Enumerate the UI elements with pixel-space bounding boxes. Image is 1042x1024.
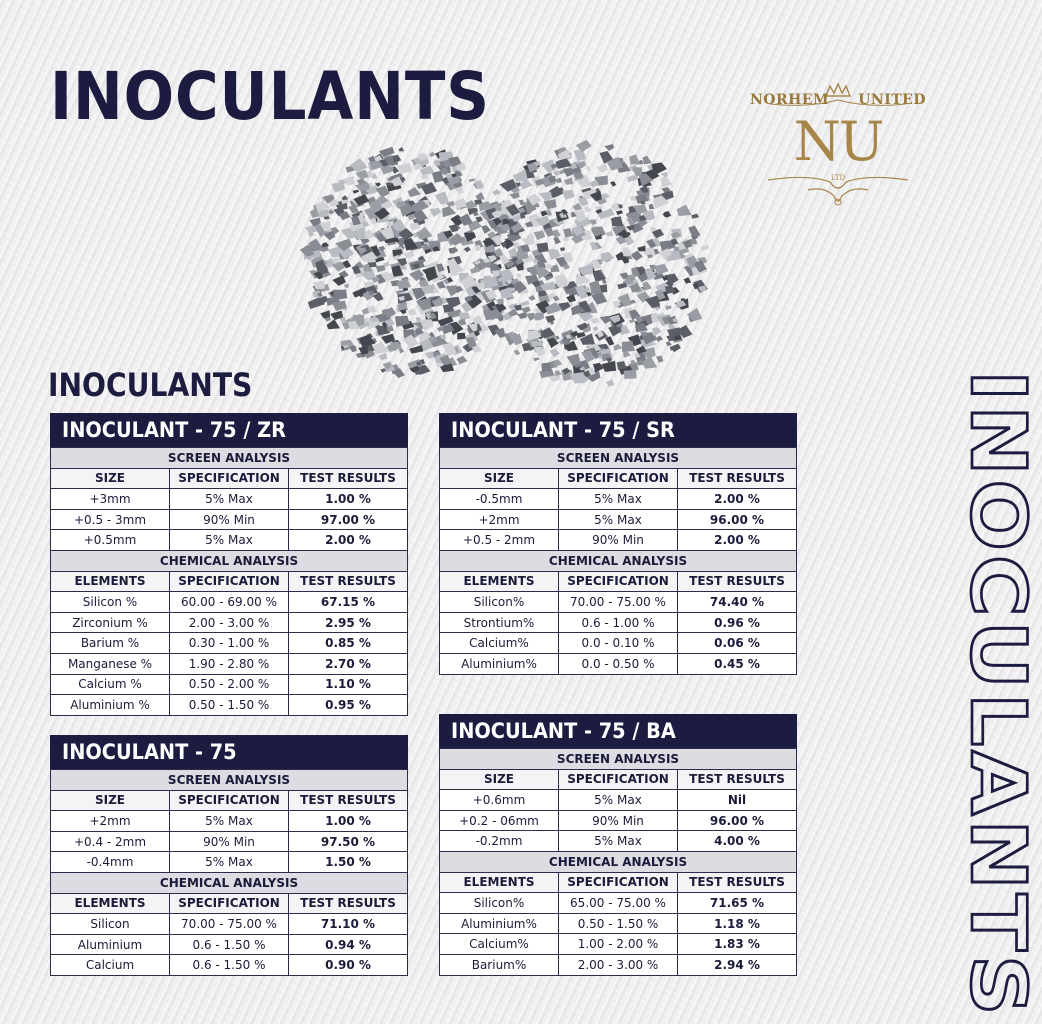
table-cell: 1.00 %: [289, 811, 408, 832]
chem-row: [51, 612, 408, 633]
column-header: SIZE: [51, 790, 170, 811]
chem-row: [440, 934, 797, 955]
column-header: ELEMENTS: [440, 872, 559, 893]
gravel-pebble: [604, 144, 614, 151]
table-cell: 0.50 - 1.50 %: [170, 695, 289, 716]
gravel-pebble: [617, 361, 627, 370]
gravel-pebble: [553, 170, 560, 176]
chemical-analysis-heading-row: [440, 550, 797, 571]
table-cell: 0.50 - 1.50 %: [559, 913, 678, 934]
table-cell: 65.00 - 75.00 %: [559, 893, 678, 914]
analysis-table: [439, 748, 797, 976]
column-header: SPECIFICATION: [170, 790, 289, 811]
table-cell: 2.00 %: [678, 530, 797, 551]
screen-row: [51, 509, 408, 530]
gravel-pebble: [359, 335, 376, 348]
screen-row: [51, 811, 408, 832]
screen-header-row: [440, 468, 797, 489]
table-cell: 5% Max: [559, 831, 678, 852]
gravel-pebble: [528, 295, 535, 301]
gravel-pebble: [637, 246, 645, 252]
table-cell: 0.0 - 0.10 %: [559, 633, 678, 654]
column-header: SIZE: [440, 769, 559, 790]
section-title: INOCULANTS: [48, 366, 253, 404]
gravel-pebble: [469, 178, 476, 182]
gravel-pebble: [691, 214, 699, 219]
table-cell: 70.00 - 75.00 %: [170, 914, 289, 935]
table-cell: 90% Min: [170, 509, 289, 530]
table-cell: 70.00 - 75.00 %: [559, 592, 678, 613]
gravel-pebble: [343, 176, 355, 186]
table-cell: 5% Max: [170, 530, 289, 551]
chem-row: [51, 674, 408, 695]
column-header: TEST RESULTS: [289, 468, 408, 489]
chemical-analysis-label: CHEMICAL ANALYSIS: [440, 550, 797, 571]
gravel-pebble: [700, 245, 709, 251]
column-header: SPECIFICATION: [170, 571, 289, 592]
table-cell: Aluminium %: [51, 695, 170, 716]
screen-analysis-label: SCREEN ANALYSIS: [51, 448, 408, 469]
screen-analysis-heading-row: [51, 770, 408, 791]
screen-row: [440, 810, 797, 831]
chemical-analysis-label: CHEMICAL ANALYSIS: [440, 851, 797, 872]
screen-row: [440, 831, 797, 852]
chem-row: [51, 934, 408, 955]
chem-row: [51, 633, 408, 654]
chem-row: [440, 913, 797, 934]
gravel-pebble: [457, 356, 468, 365]
screen-row: [440, 509, 797, 530]
table-cell: Silicon%: [440, 592, 559, 613]
column-header: TEST RESULTS: [678, 769, 797, 790]
screen-row: [51, 852, 408, 873]
column-header: ELEMENTS: [440, 571, 559, 592]
table-cell: Silicon%: [440, 893, 559, 914]
column-header: SPECIFICATION: [170, 893, 289, 914]
chem-row: [440, 653, 797, 674]
gravel-pebble: [661, 172, 668, 178]
screen-analysis-heading-row: [440, 749, 797, 770]
gravel-pebble: [652, 327, 662, 336]
gravel-pebble: [630, 251, 643, 261]
panel-title: INOCULANT - 75 / BA: [439, 714, 797, 748]
table-cell: Strontium%: [440, 612, 559, 633]
gravel-pebble: [563, 237, 569, 242]
gravel-pebble: [368, 156, 376, 162]
table-cell: +0.6mm: [440, 790, 559, 811]
gravel-pebble: [342, 195, 349, 200]
screen-row: [440, 530, 797, 551]
column-header: SIZE: [440, 468, 559, 489]
table-cell: Silicon: [51, 914, 170, 935]
gravel-pebble: [513, 170, 528, 182]
gravel-pebble: [611, 216, 623, 226]
gravel-pebble: [566, 294, 576, 302]
gravel-pebble: [440, 334, 446, 339]
gravel-pebble: [397, 278, 412, 289]
gravel-pebble: [399, 147, 405, 151]
gravel-pebble: [493, 189, 501, 195]
chem-header-row: [51, 571, 408, 592]
panel-title: INOCULANT - 75 / SR: [439, 413, 797, 447]
gravel-pebble: [383, 362, 391, 369]
panel-inoculant-75-zr: [50, 413, 408, 716]
gravel-pebble: [378, 353, 387, 360]
table-cell: 2.00 %: [678, 489, 797, 510]
gravel-pebble: [353, 190, 360, 194]
chemical-analysis-heading-row: [51, 550, 408, 571]
gravel-pebble: [592, 327, 598, 332]
screen-analysis-heading-row: [440, 448, 797, 469]
table-cell: 5% Max: [170, 489, 289, 510]
chem-row: [51, 653, 408, 674]
gravel-pebble: [649, 204, 655, 210]
logo-left-word: NORHEM: [750, 92, 830, 108]
chemical-analysis-heading-row: [440, 851, 797, 872]
table-cell: 71.65 %: [678, 893, 797, 914]
analysis-table: [439, 447, 797, 675]
table-cell: 0.90 %: [289, 955, 408, 976]
chemical-analysis-label: CHEMICAL ANALYSIS: [51, 550, 408, 571]
gravel-pebble: [624, 370, 637, 379]
table-cell: 71.10 %: [289, 914, 408, 935]
analysis-table: [50, 769, 408, 976]
chem-row: [51, 955, 408, 976]
gravel-pebble: [688, 226, 700, 238]
gravel-pebble: [662, 276, 668, 281]
column-header: TEST RESULTS: [289, 893, 408, 914]
gravel-pebble: [496, 299, 504, 305]
chem-row: [440, 592, 797, 613]
column-header: SPECIFICATION: [170, 468, 289, 489]
table-cell: Barium %: [51, 633, 170, 654]
gravel-pebble: [555, 178, 562, 184]
column-header: TEST RESULTS: [289, 571, 408, 592]
screen-row: [51, 831, 408, 852]
table-cell: 96.00 %: [678, 509, 797, 530]
screen-analysis-label: SCREEN ANALYSIS: [440, 448, 797, 469]
column-header: TEST RESULTS: [678, 872, 797, 893]
screen-header-row: [51, 468, 408, 489]
table-cell: Barium%: [440, 954, 559, 975]
table-cell: 67.15 %: [289, 592, 408, 613]
table-cell: 0.85 %: [289, 633, 408, 654]
table-cell: Zirconium %: [51, 612, 170, 633]
table-cell: Nil: [678, 790, 797, 811]
gravel-pebble: [606, 380, 615, 387]
gravel-pebble: [514, 349, 521, 355]
gravel-pebble: [464, 247, 471, 253]
table-cell: -0.2mm: [440, 831, 559, 852]
table-cell: 5% Max: [170, 811, 289, 832]
chemical-analysis-heading-row: [51, 872, 408, 893]
gravel-pebble: [429, 152, 436, 157]
gravel-pebble: [320, 310, 330, 318]
chem-header-row: [440, 872, 797, 893]
gravel-pebble: [376, 265, 386, 272]
column-header: SPECIFICATION: [559, 872, 678, 893]
table-cell: +0.2 - 06mm: [440, 810, 559, 831]
table-cell: +3mm: [51, 489, 170, 510]
gravel-pebble: [333, 290, 347, 300]
table-cell: 2.00 - 3.00 %: [170, 612, 289, 633]
table-cell: 0.45 %: [678, 653, 797, 674]
table-cell: 2.00 %: [289, 530, 408, 551]
gravel-pebble: [666, 306, 672, 310]
column-header: SIZE: [51, 468, 170, 489]
gravel-pebble: [610, 181, 616, 187]
column-header: SPECIFICATION: [559, 769, 678, 790]
table-cell: 1.00 - 2.00 %: [559, 934, 678, 955]
table-cell: 1.50 %: [289, 852, 408, 873]
gravel-pebble: [660, 177, 672, 188]
table-cell: 1.10 %: [289, 674, 408, 695]
table-cell: -0.5mm: [440, 489, 559, 510]
gravel-pebble: [601, 193, 610, 200]
screen-analysis-heading-row: [51, 448, 408, 469]
gravel-pebble: [613, 344, 622, 351]
chem-row: [51, 695, 408, 716]
gravel-pebble: [622, 341, 635, 352]
gravel-pebble: [623, 351, 631, 358]
gravel-pebble: [421, 175, 428, 180]
gravel-pebble: [656, 356, 663, 363]
table-cell: 90% Min: [170, 831, 289, 852]
table-cell: 0.30 - 1.00 %: [170, 633, 289, 654]
screen-analysis-label: SCREEN ANALYSIS: [51, 770, 408, 791]
table-cell: 0.0 - 0.50 %: [559, 653, 678, 674]
gravel-pebble: [555, 370, 562, 376]
gravel-pebble: [534, 231, 546, 241]
gravel-pebble: [537, 243, 549, 253]
table-cell: 2.00 - 3.00 %: [559, 954, 678, 975]
column-header: ELEMENTS: [51, 893, 170, 914]
chem-header-row: [440, 571, 797, 592]
analysis-table: [50, 447, 408, 716]
gravel-pebble: [399, 349, 404, 354]
gravel-pebble: [623, 247, 633, 256]
column-header: TEST RESULTS: [678, 571, 797, 592]
table-cell: Calcium %: [51, 674, 170, 695]
table-cell: +0.4 - 2mm: [51, 831, 170, 852]
screen-row: [440, 790, 797, 811]
chem-header-row: [51, 893, 408, 914]
logo-ltd: LTD: [830, 174, 846, 182]
column-header: TEST RESULTS: [678, 468, 797, 489]
table-cell: 2.95 %: [289, 612, 408, 633]
column-header: SPECIFICATION: [559, 468, 678, 489]
table-cell: 2.94 %: [678, 954, 797, 975]
gravel-pebble: [606, 231, 613, 236]
chem-row: [51, 592, 408, 613]
gravel-pebble: [562, 190, 575, 200]
gravel-pebble: [643, 156, 652, 165]
table-cell: 0.50 - 2.00 %: [170, 674, 289, 695]
gravel-pebble: [550, 349, 560, 358]
chem-row: [440, 633, 797, 654]
table-cell: 90% Min: [559, 810, 678, 831]
table-cell: Aluminium%: [440, 913, 559, 934]
table-cell: 0.96 %: [678, 612, 797, 633]
table-cell: 4.00 %: [678, 831, 797, 852]
chem-row: [440, 954, 797, 975]
side-vertical-title: INOCULANTS: [953, 370, 1042, 1020]
gravel-pebble: [629, 154, 640, 164]
gravel-pebble: [397, 163, 412, 174]
logo-monogram: NU: [793, 110, 883, 173]
gravel-pebble: [666, 341, 672, 346]
gravel-pebble: [416, 227, 433, 240]
logo-right-word: UNITED: [858, 92, 926, 108]
column-header: SPECIFICATION: [559, 571, 678, 592]
gravel-pebble: [430, 208, 442, 217]
gravel-pebble: [533, 357, 539, 361]
gravel-pebble: [687, 308, 702, 321]
gravel-pebble: [586, 166, 591, 171]
screen-header-row: [51, 790, 408, 811]
gravel-pebble: [457, 333, 466, 340]
chem-row: [51, 914, 408, 935]
table-cell: 96.00 %: [678, 810, 797, 831]
table-cell: Manganese %: [51, 653, 170, 674]
gravel-pebble: [602, 279, 607, 284]
screen-row: [440, 489, 797, 510]
screen-analysis-label: SCREEN ANALYSIS: [440, 749, 797, 770]
chem-row: [440, 612, 797, 633]
table-cell: 0.94 %: [289, 934, 408, 955]
gravel-pebble: [476, 192, 485, 199]
company-logo: [748, 82, 928, 214]
table-cell: 0.06 %: [678, 633, 797, 654]
gravel-pebble: [553, 237, 561, 244]
table-cell: 60.00 - 69.00 %: [170, 592, 289, 613]
table-cell: 0.95 %: [289, 695, 408, 716]
gravel-pebble: [403, 251, 414, 259]
gravel-pebble: [435, 191, 449, 204]
gravel-pebble: [560, 247, 565, 251]
table-cell: +0.5 - 3mm: [51, 509, 170, 530]
table-cell: 97.50 %: [289, 831, 408, 852]
table-cell: 74.40 %: [678, 592, 797, 613]
gravel-pebble: [600, 316, 611, 324]
table-cell: +2mm: [51, 811, 170, 832]
gravel-pebble: [684, 277, 692, 284]
gravel-pebble: [677, 205, 692, 216]
gravel-pebble: [368, 305, 378, 313]
gravel-pebble: [481, 225, 491, 234]
chemical-analysis-label: CHEMICAL ANALYSIS: [51, 872, 408, 893]
screen-row: [51, 530, 408, 551]
table-cell: 97.00 %: [289, 509, 408, 530]
column-header: ELEMENTS: [51, 571, 170, 592]
table-cell: 2.70 %: [289, 653, 408, 674]
table-cell: 0.6 - 1.50 %: [170, 934, 289, 955]
gravel-pebble: [563, 228, 573, 237]
gravel-pebble: [343, 284, 349, 289]
table-cell: 1.83 %: [678, 934, 797, 955]
table-cell: 1.00 %: [289, 489, 408, 510]
panel-inoculant-75: [50, 735, 408, 976]
table-cell: 5% Max: [170, 852, 289, 873]
table-cell: 1.90 - 2.80 %: [170, 653, 289, 674]
gravel-pebble: [510, 192, 520, 199]
page-title: INOCULANTS: [50, 58, 490, 135]
table-cell: 0.6 - 1.50 %: [170, 955, 289, 976]
table-cell: +0.5mm: [51, 530, 170, 551]
table-cell: 5% Max: [559, 489, 678, 510]
screen-row: [51, 489, 408, 510]
panel-title: INOCULANT - 75 / ZR: [50, 413, 408, 447]
gravel-pebble: [545, 315, 555, 323]
gravel-pebble: [475, 245, 481, 251]
table-cell: 5% Max: [559, 790, 678, 811]
panel-title: INOCULANT - 75: [50, 735, 408, 769]
table-cell: Aluminium: [51, 934, 170, 955]
gravel-pebble: [408, 308, 417, 315]
inoculant-gravel-image: [292, 130, 722, 410]
table-cell: Calcium: [51, 955, 170, 976]
gravel-pebble: [584, 206, 591, 213]
table-cell: Aluminium%: [440, 653, 559, 674]
panel-inoculant-75-ba: [439, 714, 797, 976]
gravel-pebble: [597, 164, 609, 173]
table-cell: Calcium%: [440, 934, 559, 955]
screen-header-row: [440, 769, 797, 790]
table-cell: 5% Max: [559, 509, 678, 530]
table-cell: 90% Min: [559, 530, 678, 551]
gravel-pebble: [516, 273, 521, 278]
table-cell: Silicon %: [51, 592, 170, 613]
table-cell: +2mm: [440, 509, 559, 530]
gravel-pebble: [508, 248, 518, 257]
table-cell: 0.6 - 1.00 %: [559, 612, 678, 633]
table-cell: Calcium%: [440, 633, 559, 654]
gravel-pebble: [442, 206, 456, 217]
gravel-pebble: [590, 317, 599, 324]
table-cell: -0.4mm: [51, 852, 170, 873]
chem-row: [440, 893, 797, 914]
table-cell: 1.18 %: [678, 913, 797, 934]
gravel-pebble: [567, 354, 581, 367]
table-cell: +0.5 - 2mm: [440, 530, 559, 551]
gravel-pebble: [564, 177, 573, 184]
gravel-pebble: [589, 280, 600, 288]
column-header: TEST RESULTS: [289, 790, 408, 811]
panel-inoculant-75-sr: [439, 413, 797, 675]
gravel-pebble: [425, 351, 434, 359]
gravel-pebble: [616, 210, 623, 215]
gravel-pebble: [553, 359, 562, 367]
